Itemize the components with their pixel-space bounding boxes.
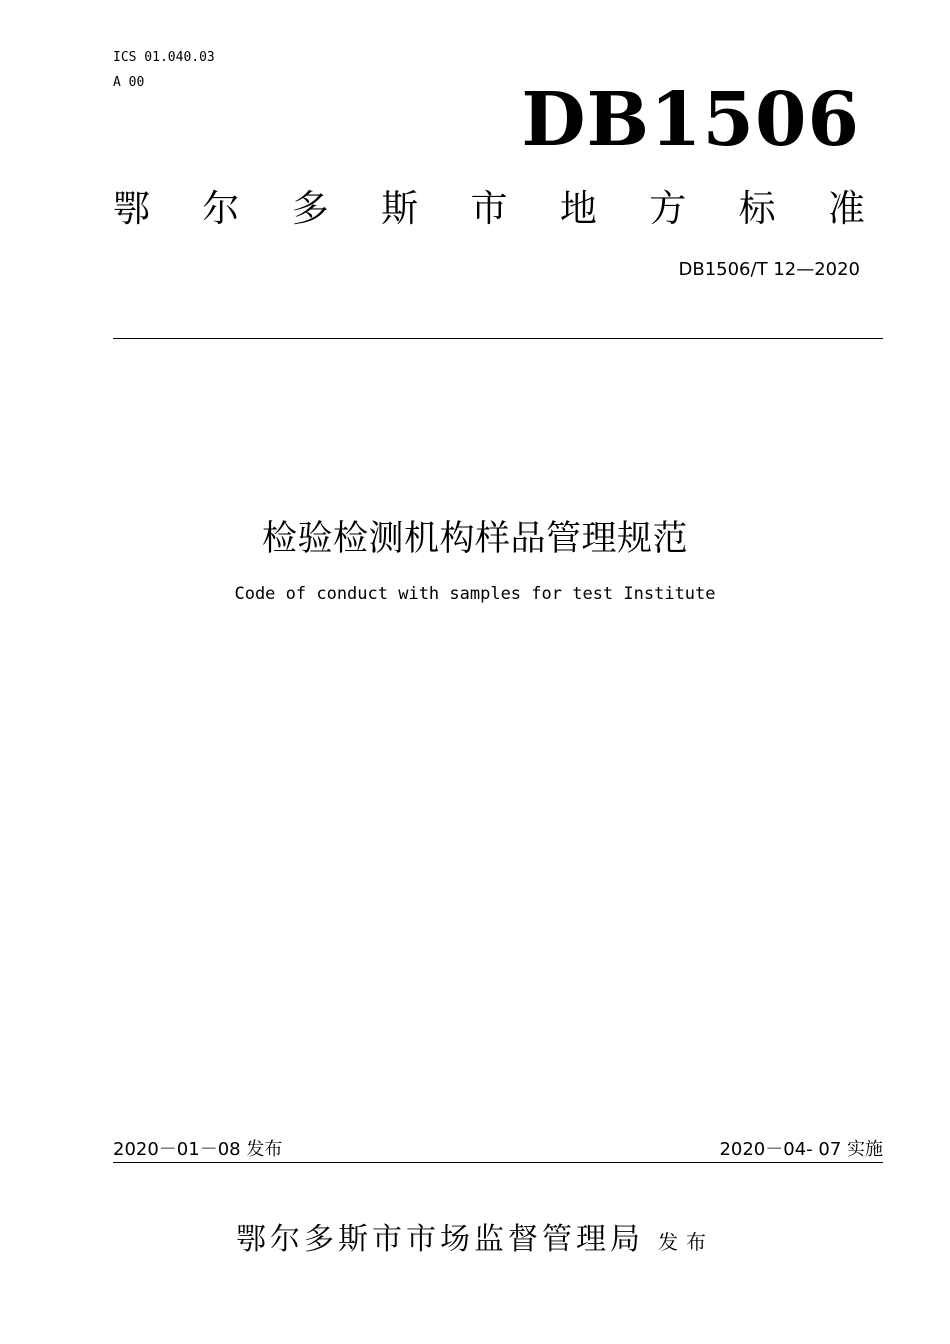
- standard-type-char: 多: [291, 187, 329, 230]
- standard-type-char: 标: [738, 187, 776, 230]
- standard-type-char: 鄂: [113, 187, 150, 230]
- standard-type-char: 市: [470, 187, 508, 230]
- document-title: 检验检测机构样品管理规范: [261, 519, 688, 559]
- ccs-code: A 00: [113, 75, 145, 90]
- standard-type-char: 方: [649, 187, 687, 230]
- issuer-action: 发布: [658, 1230, 714, 1254]
- standard-type-char: 斯: [381, 187, 419, 230]
- standard-type-char: 尔: [202, 187, 240, 230]
- issue-date: 2020－01－08 发布: [113, 1139, 283, 1160]
- top-divider: [113, 338, 883, 339]
- standard-type-title: [113, 186, 865, 232]
- db-code: DB1506: [521, 77, 860, 163]
- issuing-authority: [0, 1218, 950, 1264]
- standard-type-char: 准: [828, 187, 865, 230]
- implementation-date: 2020－04- 07 实施: [719, 1139, 883, 1160]
- bottom-divider: [113, 1162, 883, 1163]
- document-title-english: Code of conduct with samples for test Institute: [234, 584, 716, 604]
- standard-number: DB1506/T 12—2020: [678, 259, 860, 280]
- issuer-name: 鄂尔多斯市市场监督管理局: [236, 1222, 644, 1257]
- standard-type-char: 地: [559, 187, 597, 230]
- ics-code: ICS 01.040.03: [113, 50, 215, 65]
